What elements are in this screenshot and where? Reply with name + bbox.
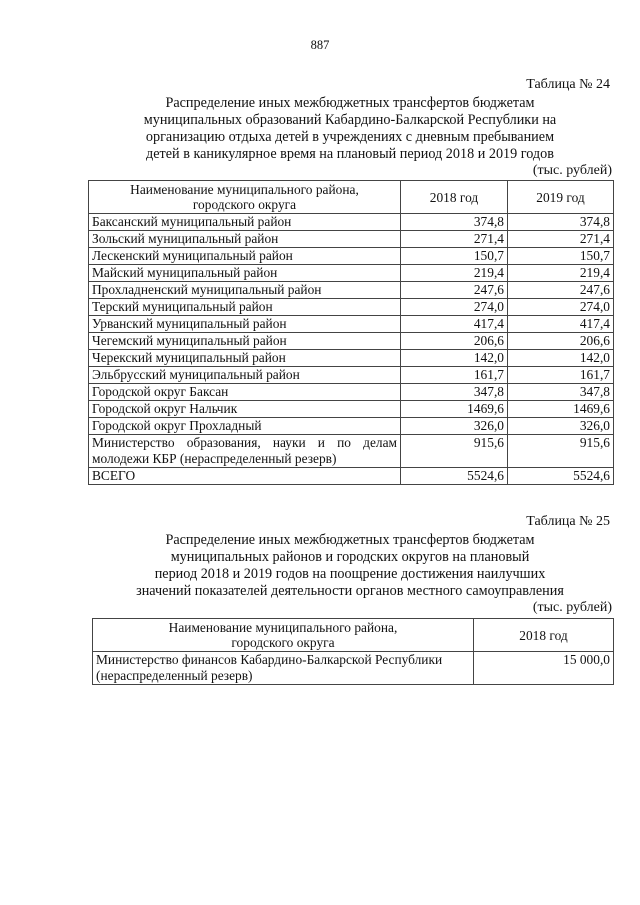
- title-line: муниципальных районов и городских округов на плановый: [170, 549, 530, 565]
- table-row: [89, 350, 614, 367]
- row-name: Эльбрусский муниципальный район: [89, 367, 401, 384]
- row-2018: 15 000,0: [474, 652, 614, 685]
- row-name: Городской округ Прохладный: [89, 418, 401, 435]
- row-name: Баксанский муниципальный район: [89, 214, 401, 231]
- title-line: организацию отдыха детей в учреждениях с дневным пребыванием: [145, 129, 555, 145]
- table-row: [89, 231, 614, 248]
- table-row: [89, 468, 614, 485]
- table-header-row: [89, 181, 614, 214]
- row-2018: 247,6: [401, 282, 508, 299]
- table-row: [89, 316, 614, 333]
- table-row: [89, 401, 614, 418]
- row-2018: 374,8: [401, 214, 508, 231]
- table-row: [89, 214, 614, 231]
- row-2019: 274,0: [508, 299, 614, 316]
- row-2018: 417,4: [401, 316, 508, 333]
- header-name: Наименование муниципального района, городского округа: [93, 619, 474, 652]
- row-2019: 374,8: [508, 214, 614, 231]
- table-row: [89, 367, 614, 384]
- table-row: [89, 384, 614, 401]
- row-2018: 274,0: [401, 299, 508, 316]
- row-2018: 271,4: [401, 231, 508, 248]
- table-25-title: [80, 532, 620, 600]
- row-2018: 1469,6: [401, 401, 508, 418]
- row-2019: 1469,6: [508, 401, 614, 418]
- row-2019: 326,0: [508, 418, 614, 435]
- table-row: [89, 265, 614, 282]
- table-row: [93, 652, 614, 685]
- row-2018: 326,0: [401, 418, 508, 435]
- row-2018: 150,7: [401, 248, 508, 265]
- row-2019: 161,7: [508, 367, 614, 384]
- table-25-label: Таблица № 25: [526, 514, 610, 529]
- table-24-unit: (тыс. рублей): [532, 163, 612, 178]
- page-number: 887: [310, 38, 330, 52]
- row-2019: 5524,6: [508, 468, 614, 485]
- title-line: период 2018 и 2019 годов на поощрение достижения наилучших: [154, 566, 546, 582]
- row-name: Городской округ Баксан: [89, 384, 401, 401]
- title-line: Распределение иных межбюджетных трансфертов бюджетам: [165, 95, 535, 111]
- row-2019: 219,4: [508, 265, 614, 282]
- table-row: [89, 418, 614, 435]
- table-24: [88, 180, 614, 485]
- header-name: Наименование муниципального района, городского округа: [89, 181, 401, 214]
- title-line: муниципальных образований Кабардино-Балкарской Республики на: [143, 112, 557, 128]
- title-line: значений показателей деятельности органов местного самоуправления: [136, 583, 564, 599]
- row-name: Городской округ Нальчик: [89, 401, 401, 418]
- title-line: детей в каникулярное время на плановый период 2018 и 2019 годов: [146, 146, 554, 162]
- title-line: Распределение иных межбюджетных трансфертов бюджетам: [165, 532, 535, 548]
- row-2018: 142,0: [401, 350, 508, 367]
- table-25: [92, 618, 614, 685]
- row-name: Зольский муниципальный район: [89, 231, 401, 248]
- row-2018: 161,7: [401, 367, 508, 384]
- row-name: Лескенский муниципальный район: [89, 248, 401, 265]
- row-2019: 150,7: [508, 248, 614, 265]
- row-2018: 915,6: [401, 435, 508, 468]
- table-row: [89, 333, 614, 350]
- row-2018: 347,8: [401, 384, 508, 401]
- header-2018: 2018 год: [401, 181, 508, 214]
- row-2018: 5524,6: [401, 468, 508, 485]
- row-name: Урванский муниципальный район: [89, 316, 401, 333]
- header-2018: 2018 год: [474, 619, 614, 652]
- row-name: Майский муниципальный район: [89, 265, 401, 282]
- row-name: Прохладненский муниципальный район: [89, 282, 401, 299]
- row-2019: 417,4: [508, 316, 614, 333]
- table-24-label: Таблица № 24: [526, 77, 610, 92]
- table-row: [89, 299, 614, 316]
- row-name: Министерство финансов Кабардино-Балкарской Республики (нераспределенный резерв): [93, 652, 474, 685]
- table-row: [89, 282, 614, 299]
- row-2019: 347,8: [508, 384, 614, 401]
- header-2019: 2019 год: [508, 181, 614, 214]
- row-2018: 206,6: [401, 333, 508, 350]
- row-name: Черекский муниципальный район: [89, 350, 401, 367]
- row-name: Чегемский муниципальный район: [89, 333, 401, 350]
- table-header-row: [93, 619, 614, 652]
- row-2019: 915,6: [508, 435, 614, 468]
- row-name: ВСЕГО: [89, 468, 401, 485]
- row-2018: 219,4: [401, 265, 508, 282]
- row-2019: 142,0: [508, 350, 614, 367]
- table-24-title: [80, 95, 620, 163]
- row-2019: 271,4: [508, 231, 614, 248]
- row-name: Министерство образования, науки и по делам молодежи КБР (нераспределенный резерв): [89, 435, 401, 468]
- table-25-unit: (тыс. рублей): [532, 600, 612, 615]
- row-2019: 247,6: [508, 282, 614, 299]
- table-row: [89, 248, 614, 265]
- row-name: Терский муниципальный район: [89, 299, 401, 316]
- table-row: [89, 435, 614, 468]
- row-2019: 206,6: [508, 333, 614, 350]
